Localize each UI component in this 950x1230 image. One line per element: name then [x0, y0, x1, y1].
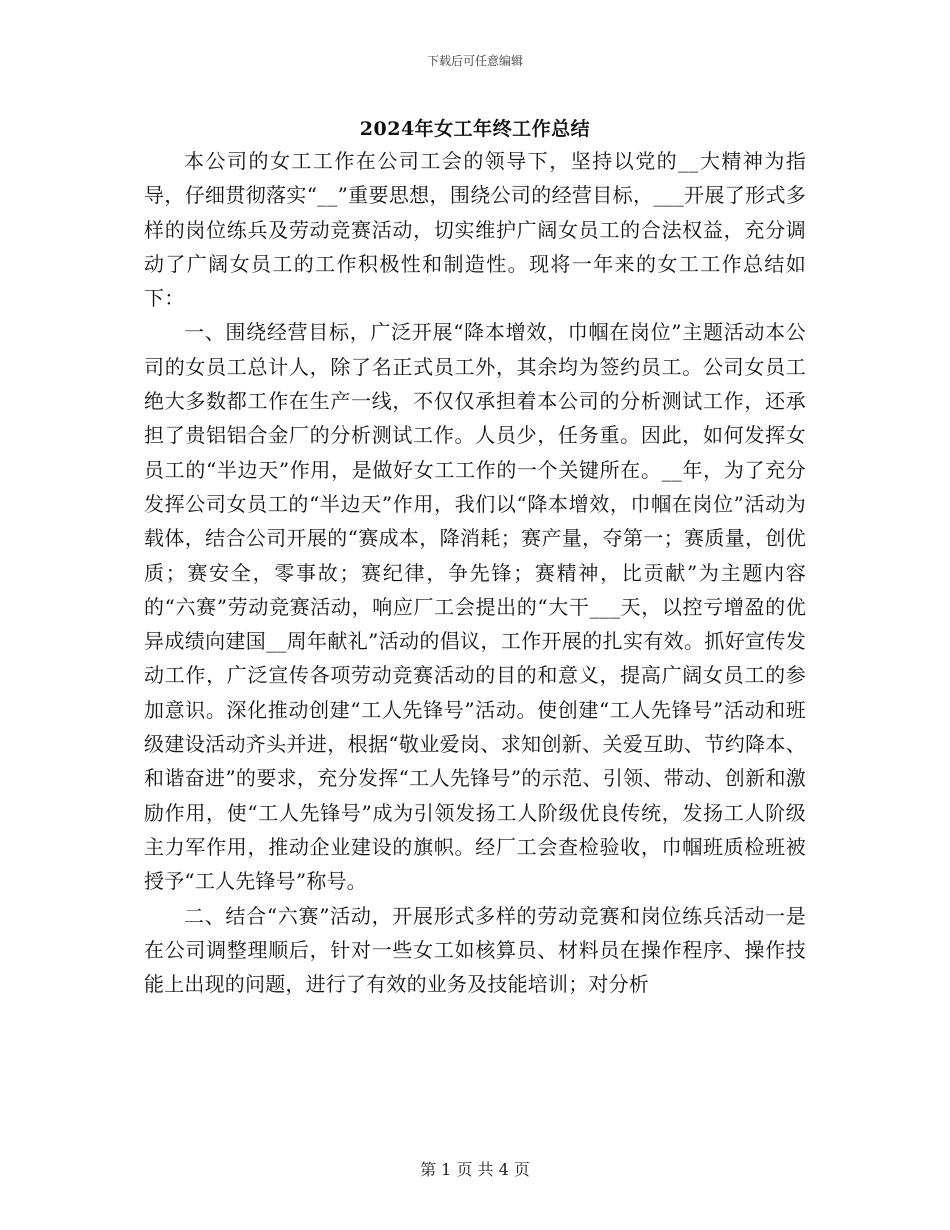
- document-title: 2024年女工年终工作总结: [359, 118, 591, 140]
- paragraph-intro: 本公司的女工工作在公司工会的领导下，坚持以党的__大精神为指导，仔细贯彻落实“__”重要思想，围绕公司的经营目标，___开展了形式多样的岗位练兵及劳动竞赛活动，切实维护广阔女员工的合法权益，充分调动了广阔女员工的工作积极性和制造性。现将一年来的女工工作总结如下：: [144, 149, 806, 311]
- page-header-note: 下载后可任意编辑: [426, 54, 523, 68]
- document-body: [144, 144, 806, 1001]
- paragraph-section-1: 一、围绕经营目标，广泛开展“降本增效，巾帼在岗位”主题活动本公司的女员工总计人，除了名正式员工外，其余均为签约员工。公司女员工绝大多数都工作在生产一线，不仅仅承担着本公司的分析测试工作，还承担了贵铝铝合金厂的分析测试工作。人员少，任务重。因此，如何发挥女员工的“半边天”作用，是做好女工工作的一个关键所在。__年，为了充分发挥公司女员工的“半边天”作用，我们以“降本增效，巾帼在岗位”活动为载体，结合公司开展的“赛成本，降消耗；赛产量，夺第一；赛质量，创优质；赛安全，零事故；赛纪律，争先锋；赛精神，比贡献”为主题内容的“六赛”劳动竞赛活动，响应厂工会提出的“大干___天，以控亏增盈的优异成绩向建国__周年献礼”活动的倡议，工作开展的扎实有效。抓好宣传发动工作，广泛宣传各项劳动竞赛活动的目的和意义，提高广阔女员工的参加意识。深化推动创建“工人先锋号”活动。使创建“工人先锋号”活动和班级建设活动齐头并进，根据“敬业爱岗、求知创新、关爱互助、节约降本、和谐奋进”的要求，充分发挥“工人先锋号”的示范、引领、带动、创新和激励作用，使“工人先锋号”成为引领发扬工人阶级优良传统，发扬工人阶级主力军作用，推动企业建设的旗帜。经厂工会查检验收，巾帼班质检班被授予“工人先锋号”称号。: [144, 320, 806, 894]
- paragraph-section-2: 二、结合“六赛”活动，开展形式多样的劳动竞赛和岗位练兵活动一是在公司调整理顺后，针对一些女工如核算员、材料员在操作程序、操作技能上出现的问题，进行了有效的业务及技能培训；对分析: [144, 903, 806, 997]
- page-number-footer: 第 1 页 共 4 页: [420, 1160, 530, 1179]
